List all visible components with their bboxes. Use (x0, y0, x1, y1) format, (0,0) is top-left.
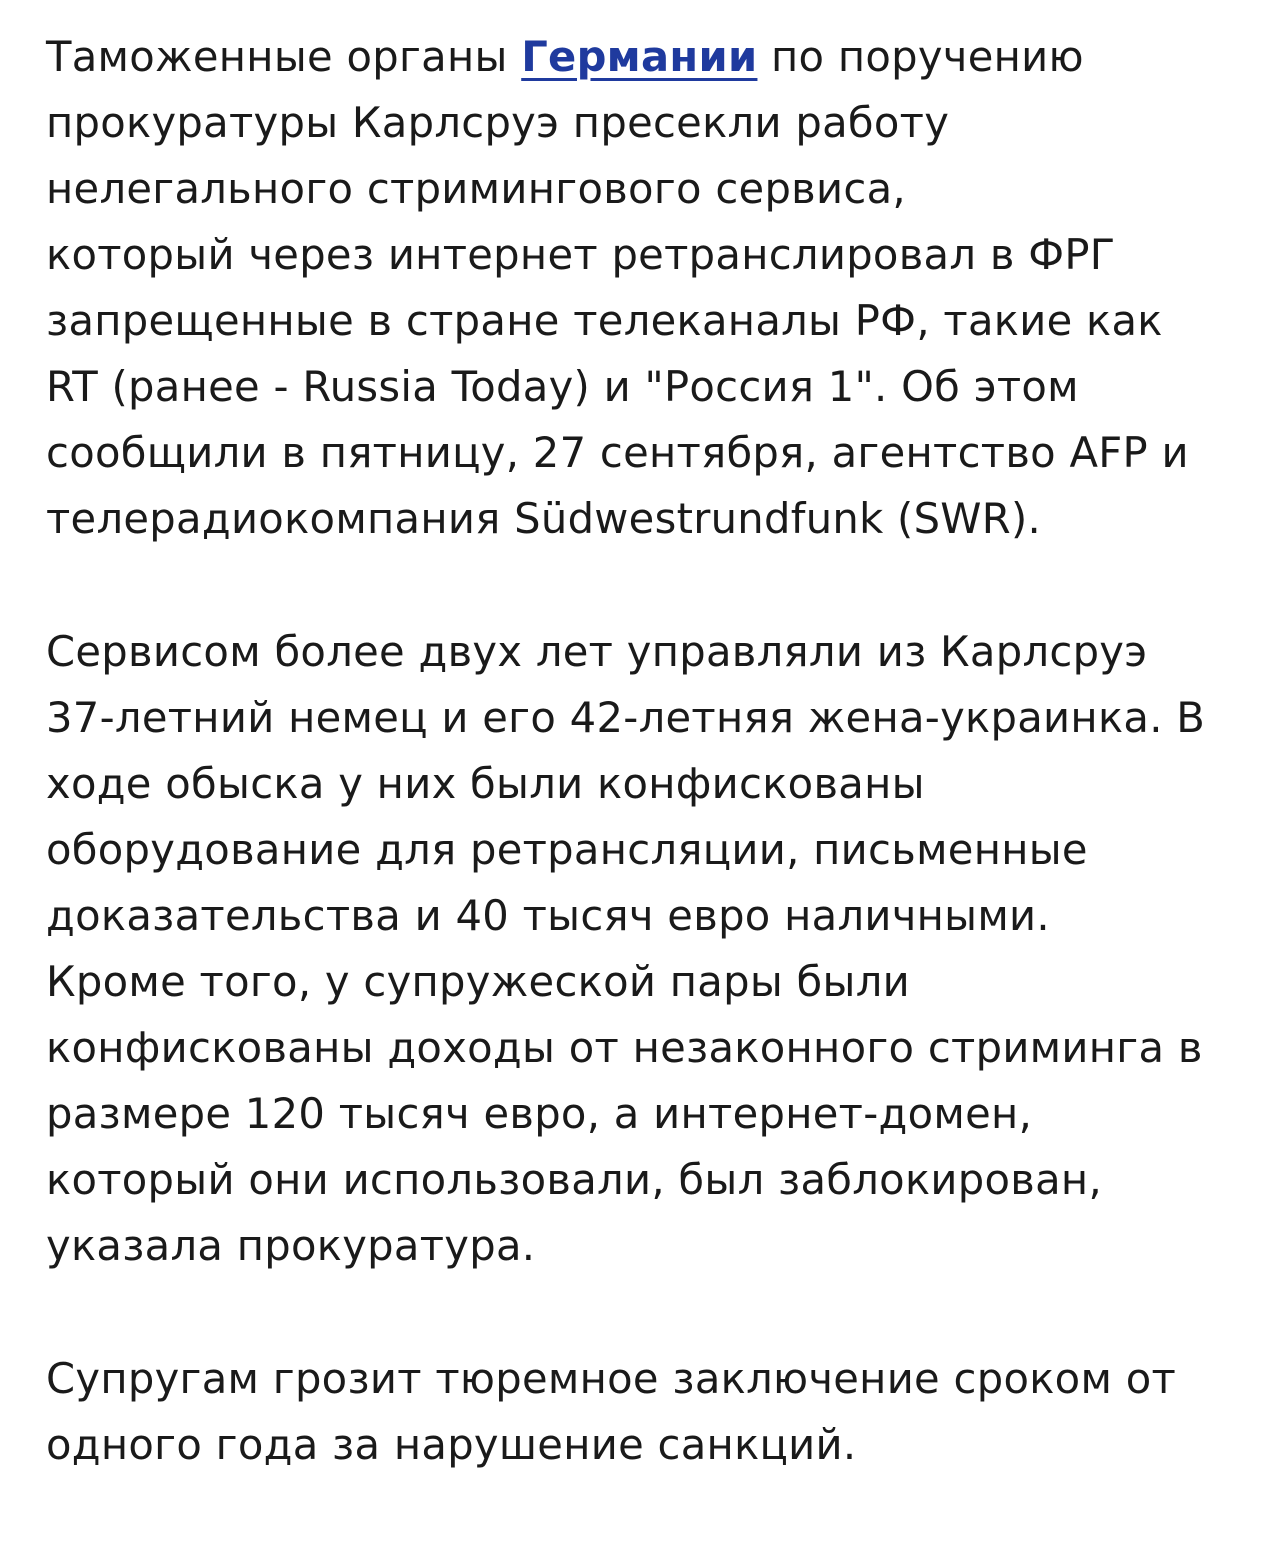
text-fragment: Таможенные органы (46, 32, 522, 81)
text-line: нелегального стримингового сервиса, (46, 164, 906, 213)
text-line (46, 24, 1256, 90)
paragraph-3 (46, 1346, 1256, 1478)
text-line: Сервисом более двух лет управляли из Карлсруэ (46, 627, 1148, 676)
paragraph-1 (46, 24, 1256, 552)
text-line: 37-летний немец и его 42-летняя жена-украинка. В (46, 693, 1206, 742)
text-line: доказательства и 40 тысяч евро наличными. (46, 891, 1050, 940)
text-fragment: по поручению (757, 32, 1084, 81)
text-line: размере 120 тысяч евро, а интернет-домен, (46, 1089, 1033, 1138)
article-body (46, 24, 1256, 1545)
text-line: конфискованы доходы от незаконного стриминга в (46, 1023, 1203, 1072)
germany-link[interactable]: Германии (521, 32, 758, 81)
text-line: прокуратуры Карлсруэ пресекли работу (46, 98, 950, 147)
text-line: ходе обыска у них были конфискованы (46, 759, 925, 808)
text-line: указала прокуратура. (46, 1221, 536, 1270)
text-line: сообщили в пятницу, 27 сентября, агентство AFP и (46, 428, 1189, 477)
text-line: который через интернет ретранслировал в ФРГ (46, 230, 1116, 279)
text-line: который они использовали, был заблокирован, (46, 1155, 1102, 1204)
text-line: запрещенные в стране телеканалы РФ, такие как (46, 296, 1163, 345)
text-line: Кроме того, у супружеской пары были (46, 957, 910, 1006)
text-line: Супругам грозит тюремное заключение сроком от (46, 1354, 1177, 1403)
text-line: оборудование для ретрансляции, письменные (46, 825, 1088, 874)
paragraph-2 (46, 619, 1256, 1279)
text-line: телерадиокомпания Südwestrundfunk (SWR). (46, 494, 1042, 543)
text-line: RT (ранее - Russia Today) и "Россия 1". Об этом (46, 362, 1079, 411)
text-line: одного года за нарушение санкций. (46, 1420, 857, 1469)
